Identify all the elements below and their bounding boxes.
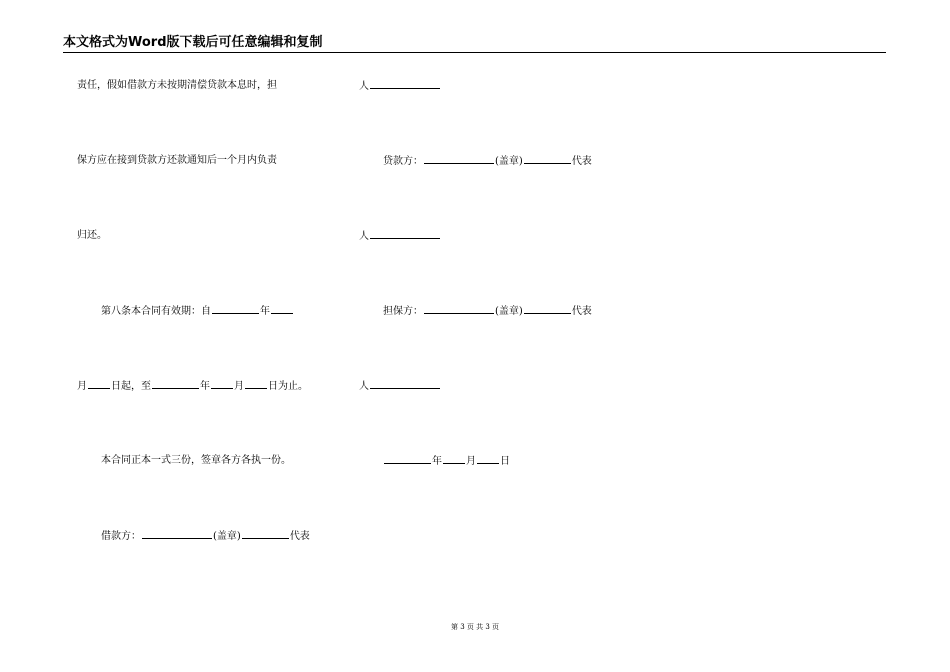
blank-start-day [88, 379, 110, 389]
lender-rep-label: 代表 [571, 156, 592, 167]
blank-start-month [271, 304, 293, 314]
lender-seal: (盖章) [495, 156, 523, 167]
left-line-6-copies: 本合同正本一式三份，签章各方各执一份。 [101, 455, 291, 466]
blank-lender-rep [524, 154, 571, 164]
header-divider [63, 52, 886, 53]
person-label-1: 人 [359, 81, 369, 92]
validity-prefix: 第八条本合同有效期：自 [101, 306, 211, 317]
blank-person-3 [370, 379, 440, 389]
period-year-label: 年 [200, 381, 210, 392]
guarantor-seal: (盖章) [495, 306, 523, 317]
left-line-2: 保方应在接到贷款方还款通知后一个月内负责 [77, 155, 277, 166]
sign-day-label: 日 [500, 456, 510, 467]
blank-end-month [211, 379, 233, 389]
lender-label: 贷款方： [383, 156, 423, 167]
signing-date-line [383, 454, 510, 469]
left-line-5-period [77, 379, 308, 394]
right-person-line-1 [359, 79, 441, 94]
blank-borrower-name [142, 529, 212, 539]
blank-end-day [245, 379, 267, 389]
blank-sign-year [384, 454, 431, 464]
guarantor-rep-label: 代表 [571, 306, 592, 317]
person-label-3: 人 [359, 381, 369, 392]
left-line-4-validity [101, 304, 294, 319]
borrower-label: 借款方： [101, 531, 141, 542]
blank-guarantor-name [424, 304, 494, 314]
sign-month-label: 月 [466, 456, 476, 467]
period-day-from: 日起，至 [111, 381, 151, 392]
left-line-3: 归还。 [77, 230, 107, 241]
right-person-line-3 [359, 379, 441, 394]
left-line-1: 责任，假如借款方未按期清偿贷款本息时，担 [77, 80, 277, 91]
person-label-2: 人 [359, 231, 369, 242]
blank-end-year [152, 379, 199, 389]
borrower-seal: (盖章) [213, 531, 241, 542]
blank-guarantor-rep [524, 304, 571, 314]
blank-borrower-rep [242, 529, 289, 539]
blank-sign-day [477, 454, 499, 464]
lender-signature-line [383, 154, 592, 169]
right-person-line-2 [359, 229, 441, 244]
blank-person-1 [370, 79, 440, 89]
guarantor-label: 担保方： [383, 306, 423, 317]
blank-start-year [212, 304, 259, 314]
period-month2-label: 月 [234, 381, 244, 392]
borrower-rep-label: 代表 [289, 531, 310, 542]
page-number-footer: 第 3 页 共 3 页 [450, 623, 500, 631]
period-month-label: 月 [77, 381, 87, 392]
borrower-signature-line [101, 529, 310, 544]
period-day-to: 日为止。 [268, 381, 308, 392]
validity-year-label: 年 [260, 306, 270, 317]
guarantor-signature-line [383, 304, 592, 319]
blank-lender-name [424, 154, 494, 164]
blank-sign-month [443, 454, 465, 464]
blank-person-2 [370, 229, 440, 239]
document-header-title: 本文格式为Word版下载后可任意编辑和复制 [63, 35, 323, 50]
sign-year-label: 年 [432, 456, 442, 467]
